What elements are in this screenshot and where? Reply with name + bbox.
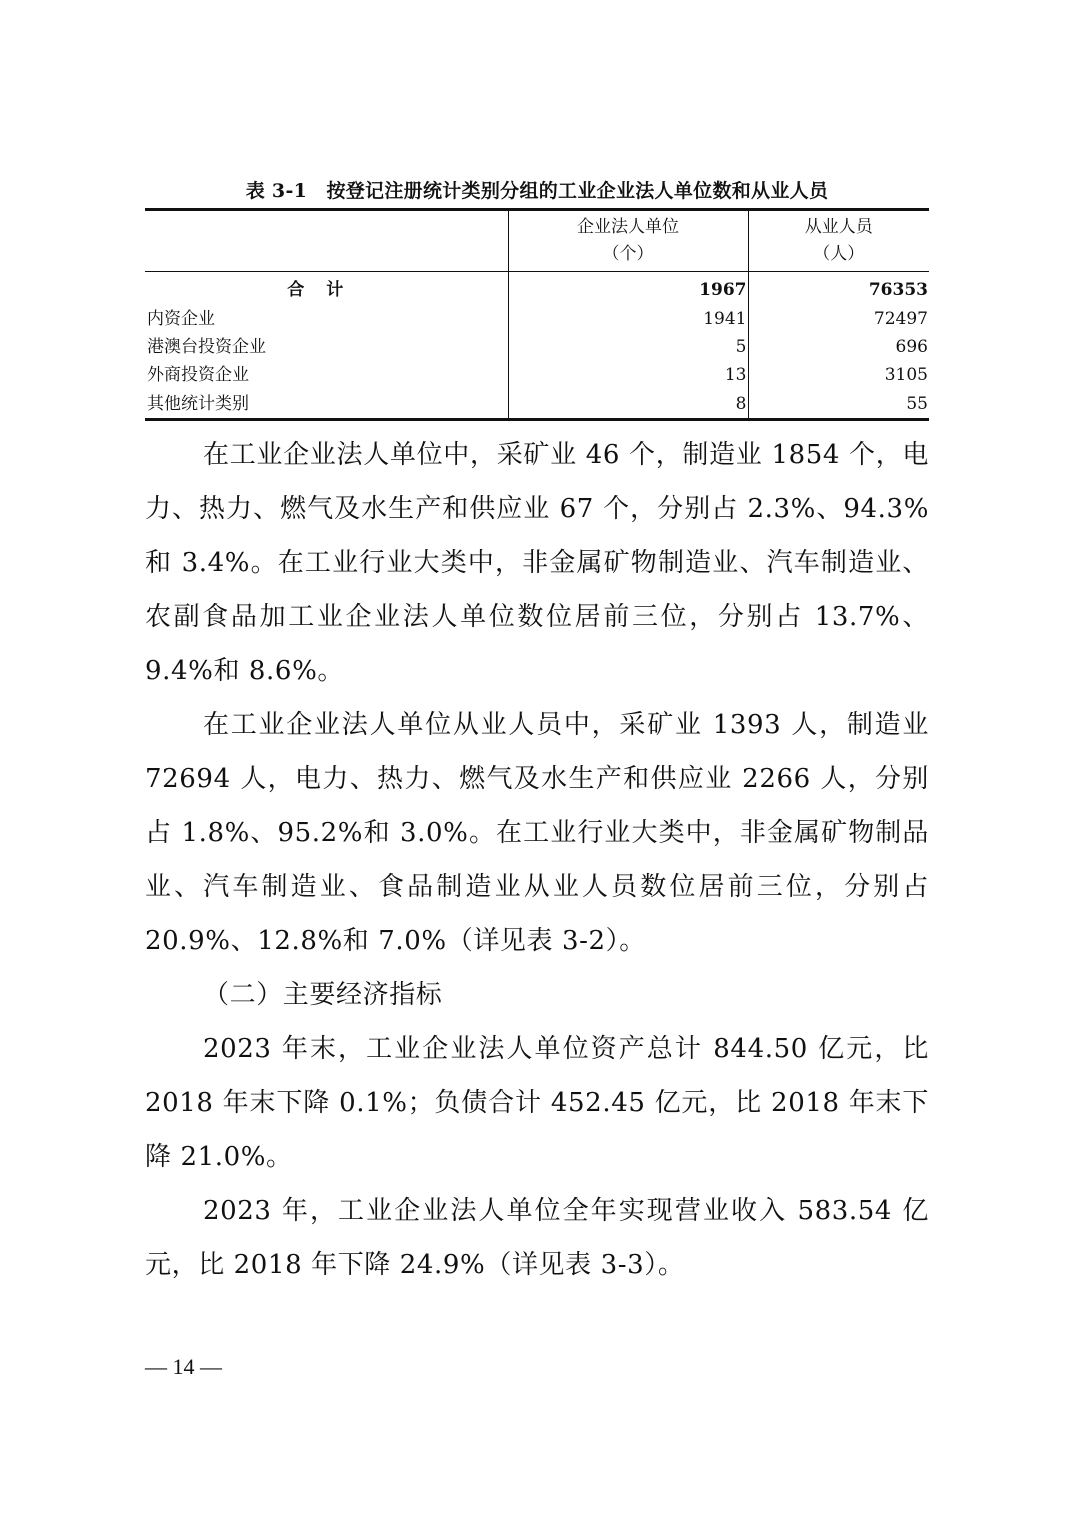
- row-label: 内资企业: [147, 308, 215, 329]
- row-employees: 3105: [748, 361, 929, 389]
- header-employees-unit: （人）: [813, 244, 865, 264]
- table-row-total: [145, 272, 929, 305]
- paragraph: 2023 年末，工业企业法人单位资产总计 844.50 亿元，比 2018 年末下降 0.1%；负债合计 452.45 亿元，比 2018 年末下降 21.0%。: [145, 1034, 929, 1172]
- table-row: [145, 390, 929, 420]
- page-number: — 14 —: [145, 1354, 222, 1379]
- row-employees: 696: [748, 333, 929, 361]
- row-employees: 72497: [748, 304, 929, 332]
- header-employees-name: 从业人员: [804, 217, 873, 237]
- table-row: [145, 333, 929, 361]
- row-units: 8: [508, 390, 748, 420]
- header-employees: [748, 210, 929, 272]
- row-label: 合计: [287, 280, 366, 301]
- header-units: [508, 210, 748, 272]
- row-label: 外商投资企业: [147, 365, 249, 386]
- section-heading: （二）主要经济指标: [203, 980, 443, 1010]
- paragraph: 在工业企业法人单位从业人员中，采矿业 1393 人，制造业 72694 人，电力、热力、燃气及水生产和供应业 2266 人，分别占 1.8%、95.2%和 3.0%。在工业行业大类中，非金属矿物制品业、汽车制造业、食品制造业从业人员数位居前三位，分别占 20.9%、12.8%和 7.0%（详见表 3-2）。: [145, 710, 929, 956]
- body-text: [145, 428, 929, 1292]
- table-row: [145, 304, 929, 332]
- row-label: 港澳台投资企业: [147, 336, 266, 357]
- paragraph: 2023 年，工业企业法人单位全年实现营业收入 583.54 亿元，比 2018 年下降 24.9%（详见表 3-3）。: [145, 1196, 929, 1280]
- row-label: 其他统计类别: [147, 393, 249, 414]
- statistics-table: [145, 208, 929, 421]
- table-header-row: [145, 210, 929, 272]
- row-units: 13: [508, 361, 748, 389]
- row-employees: 55: [748, 390, 929, 420]
- header-units-unit: （个）: [602, 244, 654, 264]
- row-units: 5: [508, 333, 748, 361]
- row-units: 1967: [508, 272, 748, 305]
- table-row: [145, 361, 929, 389]
- paragraph: 在工业企业法人单位中，采矿业 46 个，制造业 1854 个，电力、热力、燃气及水生产和供应业 67 个，分别占 2.3%、94.3%和 3.4%。在工业行业大类中，非金属矿物制造业、汽车制造业、农副食品加工业企业法人单位数位居前三位，分别占 13.7%、9.4%和 8.6%。: [145, 440, 929, 686]
- row-units: 1941: [508, 304, 748, 332]
- row-employees: 76353: [748, 272, 929, 305]
- header-units-name: 企业法人单位: [577, 217, 679, 237]
- header-blank-cell: [145, 210, 508, 272]
- table-title: 表 3-1 按登记注册统计类别分组的工业企业法人单位数和从业人员: [245, 180, 829, 202]
